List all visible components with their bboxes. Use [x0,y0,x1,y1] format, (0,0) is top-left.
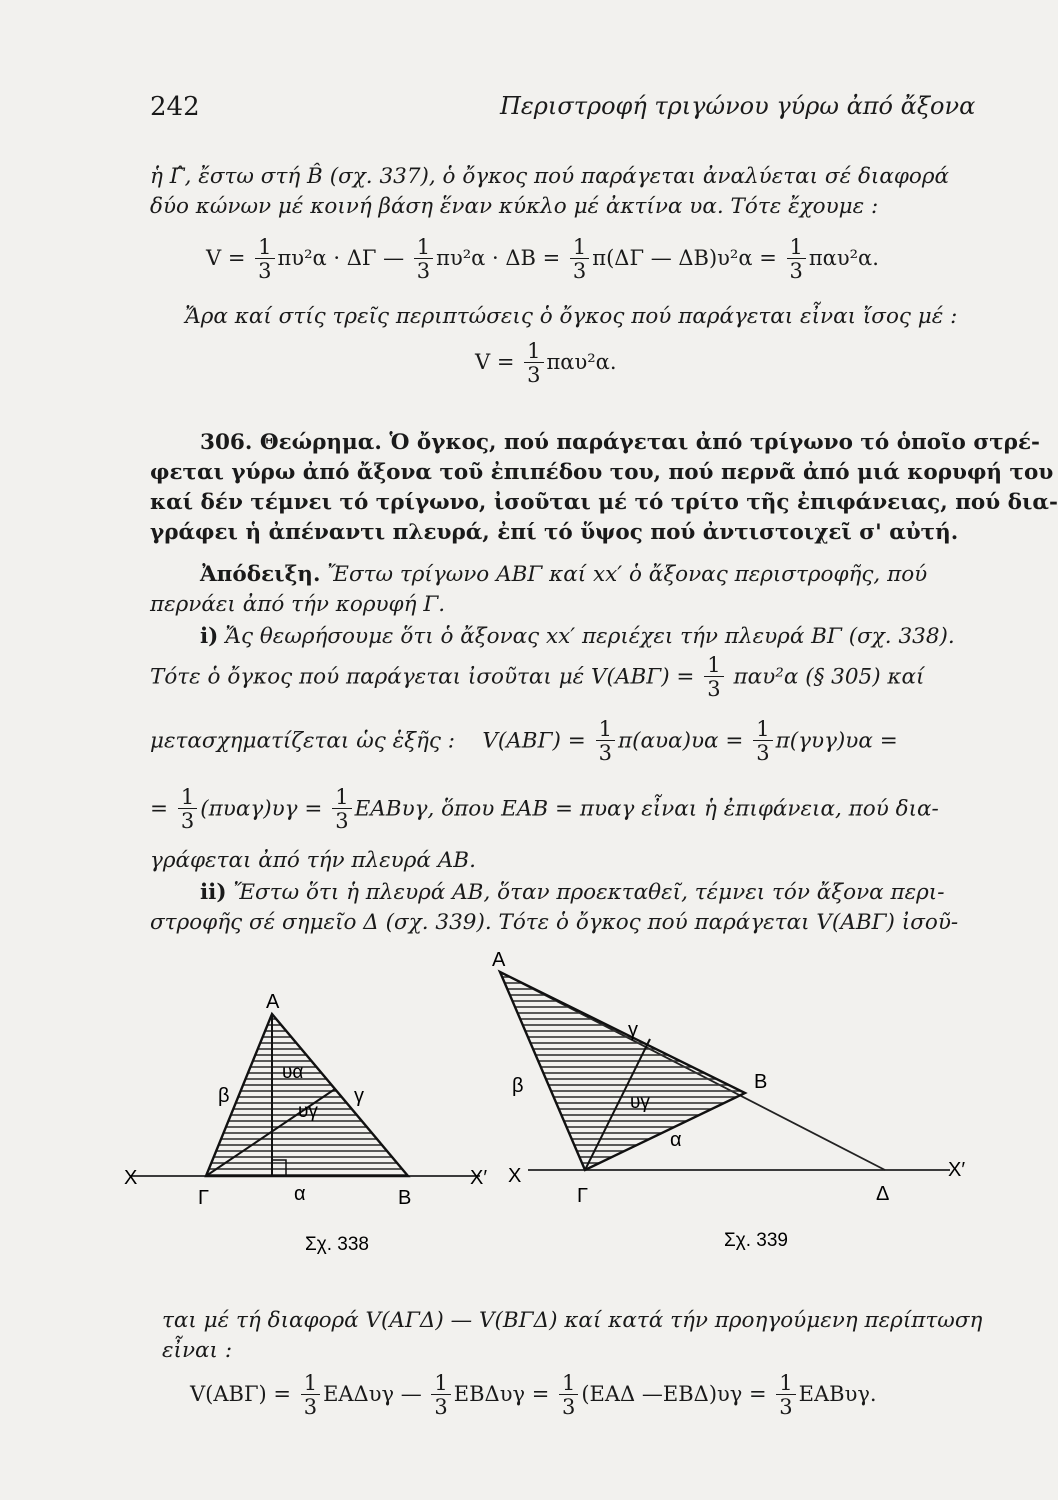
case-line: μετασχηματίζεται ὡς ἑξῆς : V(ΑΒΓ) = $\frac{1}{3}$ π(αυα)υα = $\frac{1}{3}$ π(γυγ)υα = [150,717,898,765]
label-G: Γ [577,1185,589,1207]
triangle-abg [500,972,745,1170]
proof-line: περνάει ἀπό τήν κορυφή Γ. [150,592,446,617]
label-X: X [124,1167,138,1189]
label-ug: υγ [298,1101,318,1122]
label-gamma: γ [354,1085,364,1107]
label-G: Γ [198,1187,210,1209]
case-line: στροφῆς σέ σημεῖο Δ (σχ. 339). Τότε ὁ ὄγκος πού παράγεται V(ΑΒΓ) ἰσοῦ- [150,910,959,935]
label-A: Α [492,949,506,971]
figure-339 [492,949,965,1251]
caption-339: Σχ. 339 [724,1230,788,1251]
label-Xp: X′ [948,1159,966,1181]
case-line: Τότε ὁ ὄγκος πού παράγεται ἰσοῦται μέ V(ΑΒΓ) = $\frac{1}{3}$ παυ²α (§ 305) καί [150,653,925,701]
theorem-line: καί δέν τέμνει τό τρίγωνο, ἰσοῦται μέ τό τρίτο τῆς ἐπιφάνειας, πού δια- [150,490,1058,515]
label-ua: υα [282,1062,304,1083]
label-beta: β [218,1085,230,1107]
label-D: Δ [876,1183,890,1205]
equation-final: V(ΑΒΓ) = $\frac{1}{3}$ ΕΑΔυγ — $\frac{1}{3}$ ΕΒΔυγ = $\frac{1}{3}$ (ΕΑΔ —ΕΒΔ)υγ = $\frac{1}{3}$ ΕΑΒυγ. [190,1371,877,1419]
figures-338-339 [124,949,970,1295]
text-line: ἡ Γ̂, ἔστω στή B̂ (σχ. 337), ὁ ὄγκος πού παράγεται ἀναλύεται σέ διαφορά [150,164,950,189]
case-line: i) Ἄς θεωρήσουμε ὅτι ὁ ἄξονας xx′ περιέχει τήν πλευρά ΒΓ (σχ. 338). [200,624,955,649]
case-line: = $\frac{1}{3}$ (πυαγ)υγ = $\frac{1}{3}$ ΕΑΒυγ, ὅπου ΕΑΒ = πυαγ εἶναι ἡ ἐπιφάνεια, πού δια- [150,785,939,833]
text-line: ται μέ τή διαφορά V(ΑΓΔ) — V(ΒΓΔ) καί κατά τήν προηγούμενη περίπτωση [162,1308,983,1333]
theorem-line: φεται γύρω ἀπό ἄξονα τοῦ ἐπιπέδου του, πού περνᾶ ἀπό μιά κορυφή του [150,460,1054,485]
caption-338: Σχ. 338 [305,1234,369,1255]
label-alpha: α [670,1129,682,1151]
label-beta: β [512,1075,524,1097]
label-alpha: α [294,1183,306,1205]
label-ug: υγ [630,1092,650,1113]
label-B: Β [398,1187,412,1209]
label-A: Α [266,991,280,1013]
case-line: ii) Ἔστω ὅτι ἡ πλευρά ΑΒ, ὅταν προεκταθεῖ, τέμνει τόν ἄξονα περι- [200,880,945,905]
equation-2: V = $\frac{1}{3}$ παυ²α. [475,339,617,387]
label-B: Β [754,1071,768,1093]
label-gamma: γ [628,1019,638,1041]
case-line: γράφεται ἀπό τήν πλευρά ΑΒ. [150,848,476,873]
figure-338 [124,991,487,1255]
page-number: 242 [150,92,200,122]
text-line: Ἄρα καί στίς τρεῖς περιπτώσεις ὁ ὄγκος πού παράγεται εἶναι ἴσος μέ : [185,304,958,329]
proof-line: Ἀπόδειξη. Ἔστω τρίγωνο ΑΒΓ καί xx′ ὁ ἄξονας περιστροφῆς, πού [200,562,928,587]
text-line: δύο κώνων μέ κοινή βάση ἕναν κύκλο μέ ἀκτίνα υα. Τότε ἔχουμε : [150,194,879,219]
running-title: Περιστροφή τριγώνου γύρω ἀπό ἄξονα [500,92,976,120]
theorem-line: γράφει ἡ ἀπέναντι πλευρά, ἐπί τό ὕψος πού ἀντιστοιχεῖ σ' αὐτή. [150,520,959,545]
triangle-abg [206,1014,408,1176]
label-Xp: X′ [470,1167,488,1189]
equation-1: V = $\frac{1}{3}$ πυ²α · ΔΓ — $\frac{1}{3}$ πυ²α · ΔΒ = $\frac{1}{3}$ π(ΔΓ — ΔΒ)υ²α = $\frac{1}{3}$ παυ²α. [206,235,879,283]
theorem-line: 306. Θεώρημα. Ὁ ὄγκος, πού παράγεται ἀπό τρίγωνο τό ὁποῖο στρέ- [200,430,1040,455]
text-line: εἶναι : [162,1338,233,1363]
label-X: X [508,1165,522,1187]
